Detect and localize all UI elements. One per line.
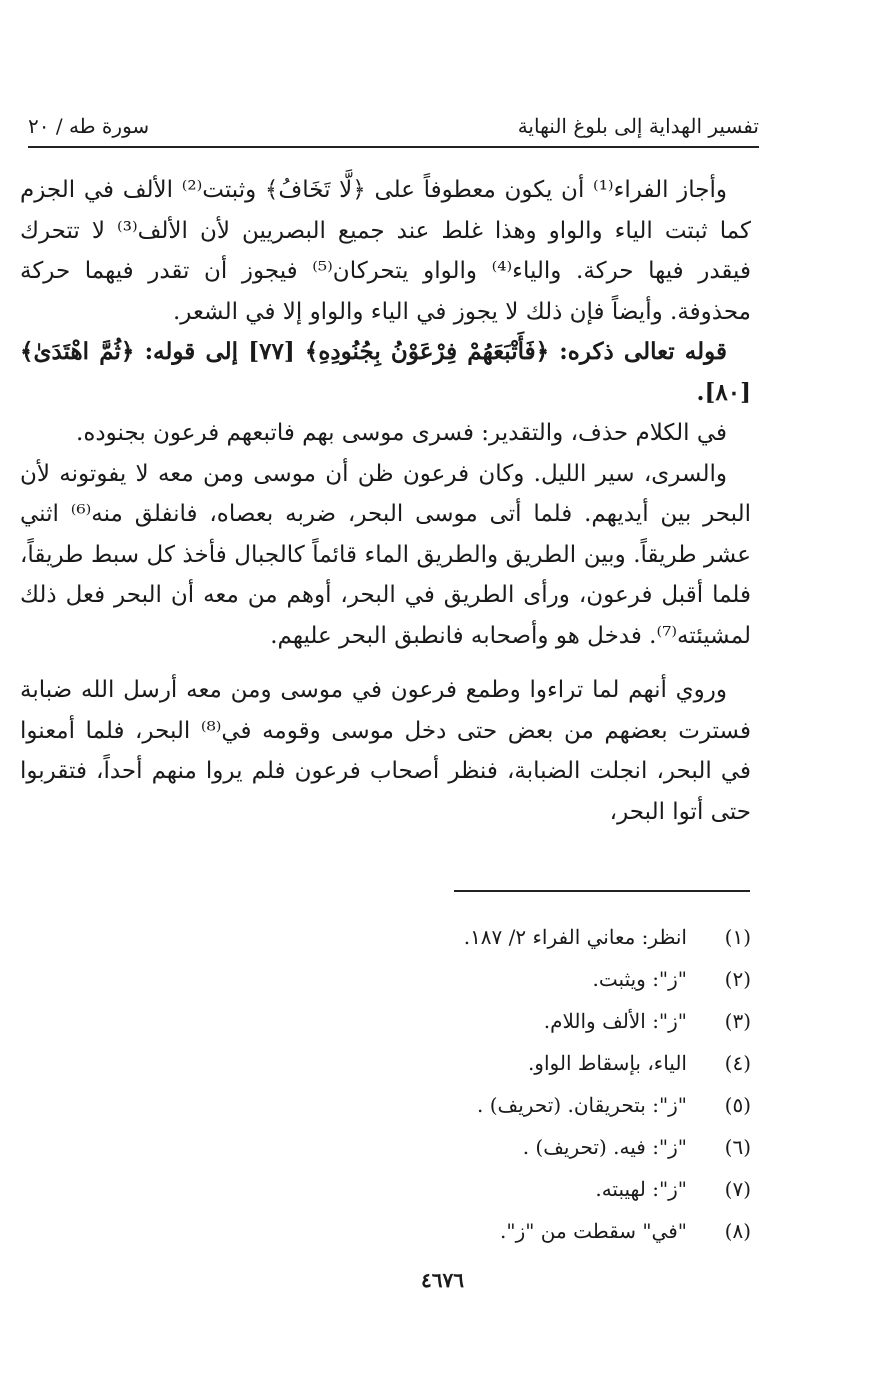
footnote-number: (٨) — [724, 1219, 751, 1243]
footnote-text: "في" سقطت من "ز". — [500, 1219, 687, 1243]
footnote — [300, 1126, 751, 1168]
footnote — [300, 1042, 751, 1084]
footnote — [300, 1168, 751, 1210]
footnote — [300, 1210, 751, 1252]
paragraph: والسرى، سير الليل. وكان فرعون ظن أن موسى ومن معه لا يفوتونه لأن البحر بين أيديهم. فلما أتى موسى البحر، ضربه بعصاه، فانفلق منه⁽⁶⁾ اثني عشر طريقاً. وبين الطريق والطريق الماء قائماً كالجبال فأخذ كل سبط طريقاً، فلما أقبل فرعون، ورأى الطريق في البحر، أوهم من معه أن البحر فعل ذلك لمشيئته⁽⁷⁾. فدخل هو وأصحابه فانطبق البحر عليهم. — [20, 460, 751, 649]
verse-heading: قوله تعالى ذكره: ﴿فَأَتْبَعَهُمْ فِرْعَوْنُ بِجُنُودِهِ﴾ [٧٧] إلى قوله: ﴿ثُمَّ اهْتَدَىٰ﴾ [٨٠]. — [20, 338, 751, 406]
footnote-number: (٤) — [724, 1051, 751, 1075]
main-text — [20, 170, 751, 832]
footnote-text: "ز": ويثبت. — [592, 967, 687, 991]
footnote-text: "ز": لهيبته. — [595, 1177, 687, 1201]
footnote-number: (١) — [724, 925, 751, 949]
footnotes — [300, 916, 751, 1252]
footnote — [300, 916, 751, 958]
paragraph: وروي أنهم لما تراءوا وطمع فرعون في موسى ومن معه أرسل الله ضبابة فسترت بعضهم من بعض حتى دخل موسى وقومه في⁽⁸⁾ البحر، فلما أمعنوا في البحر، انجلت الضبابة، فنظر أصحاب فرعون فلم يروا منهم أحداً، فتقربوا حتى أتوا البحر، — [20, 677, 752, 825]
footnote — [300, 958, 751, 1000]
footnote-text: "ز": فيه. (تحريف) . — [522, 1135, 687, 1159]
paragraph: وأجاز الفراء⁽¹⁾ أن يكون معطوفاً على ﴿لَّا تَخَافُ﴾ وثبتت⁽²⁾ الألف في الجزم كما ثبتت الياء والواو وهذا غلط عند جميع البصريين لأن الألف⁽³⁾ لا تتحرك فيقدر فيها حركة. والياء⁽⁴⁾ والواو يتحركان⁽⁵⁾ فيجوز أن تقدر فيهما حركة محذوفة. وأيضاً فإن ذلك لا يجوز في الياء والواو إلا في الشعر. — [20, 177, 751, 325]
running-header — [28, 112, 759, 148]
footnote-text: الياء، بإسقاط الواو. — [527, 1051, 687, 1075]
footnote-number: (٣) — [724, 1009, 751, 1033]
paragraph: في الكلام حذف، والتقدير: فسرى موسى بهم فاتبعهم فرعون بجنوده. — [76, 420, 727, 446]
surah-label: سورة طه / ٢٠ — [28, 114, 150, 138]
footnote-text: "ز": الألف واللام. — [543, 1009, 687, 1033]
footnote — [300, 1000, 751, 1042]
footnote-text: انظر: معاني الفراء ٢/ ١٨٧. — [463, 925, 687, 949]
footnote-number: (٦) — [724, 1135, 751, 1159]
page-number: ٤٦٧٦ — [421, 1268, 464, 1292]
footnote — [300, 1084, 751, 1126]
footnote-number: (٧) — [724, 1177, 751, 1201]
footnote-separator — [454, 890, 750, 892]
book-title: تفسير الهداية إلى بلوغ النهاية — [517, 114, 759, 138]
footnote-number: (٢) — [724, 967, 751, 991]
footnote-number: (٥) — [724, 1093, 751, 1117]
footnote-text: "ز": بتحريقان. (تحريف) . — [477, 1093, 687, 1117]
